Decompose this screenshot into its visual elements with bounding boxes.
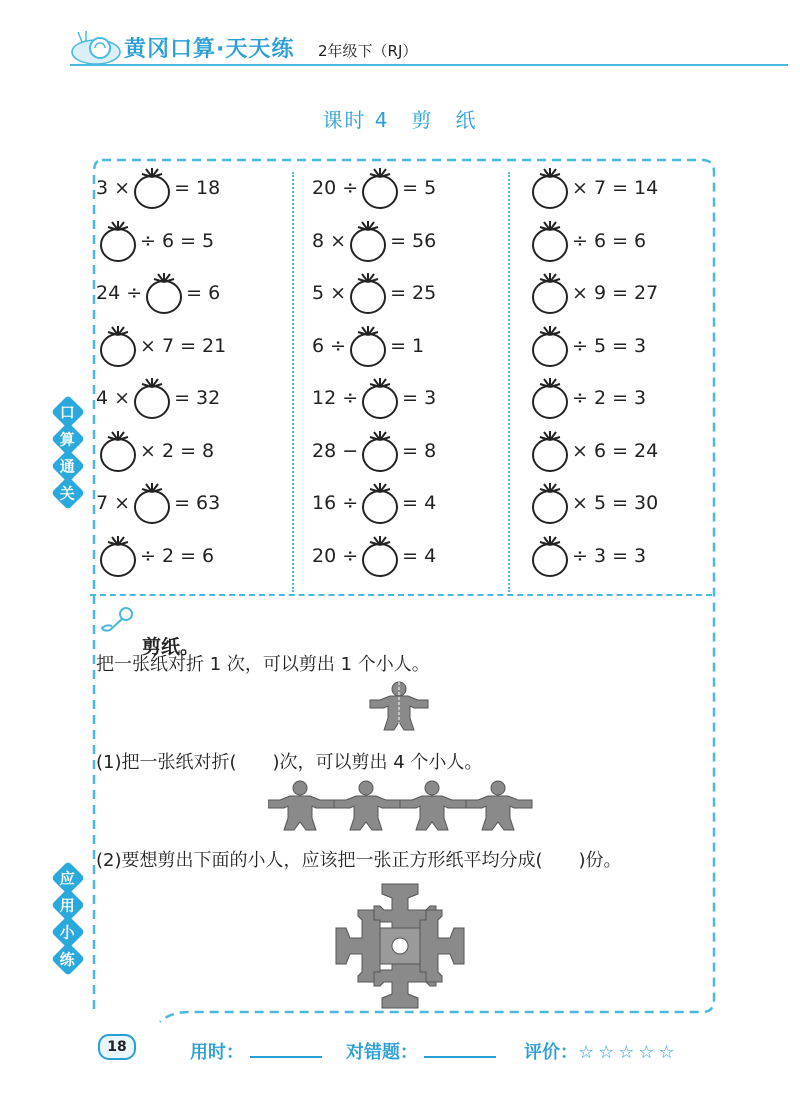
equation-col1-1 [96, 168, 220, 208]
equation-col1-6 [96, 431, 214, 471]
equation-col1-8 [96, 536, 214, 576]
rating-field [524, 1038, 679, 1064]
equation-right: = 18 [174, 177, 221, 199]
series-title: 黄冈口算·天天练 [124, 37, 295, 62]
equation-right: = 4 [402, 544, 437, 567]
apple-blank-icon[interactable] [360, 376, 400, 420]
equation-right: ÷ 5 = 3 [572, 334, 647, 357]
side-tab-char: 关 [51, 476, 85, 510]
equation-right: ÷ 2 = 6 [140, 544, 215, 567]
time-blank[interactable] [250, 1042, 322, 1058]
equation-right: × 7 = 14 [572, 177, 659, 199]
column-divider-1 [292, 172, 294, 592]
apple-blank-icon[interactable] [360, 429, 400, 473]
apple-blank-icon[interactable] [132, 481, 172, 525]
apple-blank-icon[interactable] [530, 166, 570, 210]
equation-col3-6 [528, 431, 658, 471]
side-tab-char: 口 [51, 395, 85, 429]
equation-right: = 5 [402, 177, 437, 199]
equation-left: 7 × [96, 492, 131, 514]
equation-left: 20 ÷ [312, 544, 359, 567]
equation-right: = 1 [390, 334, 425, 357]
paper-person-figure [366, 680, 432, 736]
four-paper-people-figure [268, 778, 534, 836]
side-tab-char: 应 [51, 861, 85, 895]
equation-col3-2 [528, 221, 646, 261]
equation-col2-8 [312, 536, 436, 576]
equation-right: ÷ 2 = 3 [572, 387, 647, 409]
apple-blank-icon[interactable] [530, 481, 570, 525]
equation-right: = 3 [402, 387, 437, 409]
equation-left: 5 × [312, 282, 347, 304]
equation-col2-5 [312, 378, 436, 418]
equation-right: ÷ 6 = 5 [140, 229, 215, 252]
equation-col3-1 [528, 168, 658, 208]
equation-col2-6 [312, 431, 436, 471]
apple-blank-icon[interactable] [98, 534, 138, 578]
apple-blank-icon[interactable] [348, 219, 388, 263]
apple-blank-icon[interactable] [132, 166, 172, 210]
time-field [190, 1038, 322, 1064]
apple-blank-icon[interactable] [98, 324, 138, 368]
equation-col2-7 [312, 483, 436, 523]
equation-left: 6 ÷ [312, 334, 347, 357]
equation-col1-4 [96, 326, 226, 366]
equation-left: 20 ÷ [312, 177, 359, 199]
intro-text: 把一张纸对折 1 次，可以剪出 1 个小人。 [96, 654, 430, 675]
apple-blank-icon[interactable] [348, 324, 388, 368]
equation-col1-3 [96, 273, 220, 313]
apple-blank-icon[interactable] [530, 429, 570, 473]
apple-blank-icon[interactable] [530, 219, 570, 263]
errors-blank[interactable] [424, 1042, 496, 1058]
side-tab-application [56, 866, 78, 974]
equation-right: ÷ 6 = 6 [572, 229, 647, 252]
equation-right: × 7 = 21 [140, 334, 227, 357]
apple-blank-icon[interactable] [360, 481, 400, 525]
equation-col2-2 [312, 221, 436, 261]
rating-stars[interactable]: ☆☆☆☆☆ [578, 1042, 679, 1063]
apple-blank-icon[interactable] [144, 271, 184, 315]
side-tab-char: 小 [51, 915, 85, 949]
equation-col2-1 [312, 168, 436, 208]
equation-col2-4 [312, 326, 424, 366]
equation-left: 12 ÷ [312, 387, 359, 409]
side-tab-char: 算 [51, 422, 85, 456]
rating-label: 评价： [524, 1042, 578, 1063]
equation-left: 28 − [312, 439, 359, 462]
apple-blank-icon[interactable] [360, 166, 400, 210]
time-label: 用时： [190, 1042, 244, 1063]
grade-label: 2年级下（RJ） [318, 42, 418, 60]
apple-blank-icon[interactable] [98, 429, 138, 473]
equation-col2-3 [312, 273, 436, 313]
apple-blank-icon[interactable] [98, 219, 138, 263]
equation-right: × 9 = 27 [572, 282, 659, 304]
header-rule [70, 64, 788, 66]
equation-right: × 2 = 8 [140, 439, 215, 462]
side-tab-oral [56, 400, 78, 508]
equation-left: 24 ÷ [96, 282, 143, 304]
equation-left: 8 × [312, 229, 347, 252]
apple-blank-icon[interactable] [348, 271, 388, 315]
errors-field [346, 1038, 496, 1064]
equation-col3-5 [528, 378, 646, 418]
equation-right: × 6 = 24 [572, 439, 659, 462]
apple-blank-icon[interactable] [530, 376, 570, 420]
equation-right: = 56 [390, 229, 437, 252]
equation-right: = 25 [390, 282, 437, 304]
apple-blank-icon[interactable] [360, 534, 400, 578]
magnifier-pointer-icon [100, 606, 136, 636]
section-divider [90, 594, 712, 596]
equation-col1-2 [96, 221, 214, 261]
side-tab-char: 练 [51, 942, 85, 976]
apple-blank-icon[interactable] [530, 271, 570, 315]
equation-left: 3 × [96, 177, 131, 199]
column-divider-2 [508, 172, 510, 592]
application-heading: 剪纸。 [142, 636, 200, 658]
lesson-title: 课时 4 剪 纸 [322, 108, 478, 132]
apple-blank-icon[interactable] [530, 324, 570, 368]
radial-paper-people-figure [332, 880, 468, 1012]
equation-left: 4 × [96, 387, 131, 409]
apple-blank-icon[interactable] [132, 376, 172, 420]
errors-label: 对错题： [346, 1042, 418, 1063]
side-tab-char: 通 [51, 449, 85, 483]
equation-left: 16 ÷ [312, 492, 359, 514]
question-2: (2)要想剪出下面的小人，应该把一张正方形纸平均分成( )份。 [96, 850, 622, 871]
page-number: 18 [98, 1034, 136, 1060]
equation-right: = 8 [402, 439, 437, 462]
equation-right: = 32 [174, 387, 221, 409]
equation-right: ÷ 3 = 3 [572, 544, 647, 567]
equation-right: = 6 [186, 282, 221, 304]
equation-col3-7 [528, 483, 658, 523]
equation-col3-4 [528, 326, 646, 366]
question-1: (1)把一张纸对折( )次，可以剪出 4 个小人。 [96, 752, 483, 773]
equation-right: × 5 = 30 [572, 492, 659, 514]
equation-col3-3 [528, 273, 658, 313]
equation-col1-5 [96, 378, 220, 418]
side-tab-char: 用 [51, 888, 85, 922]
equation-right: = 63 [174, 492, 221, 514]
equation-right: = 4 [402, 492, 437, 514]
equation-col3-8 [528, 536, 646, 576]
equation-col1-7 [96, 483, 220, 523]
apple-blank-icon[interactable] [530, 534, 570, 578]
